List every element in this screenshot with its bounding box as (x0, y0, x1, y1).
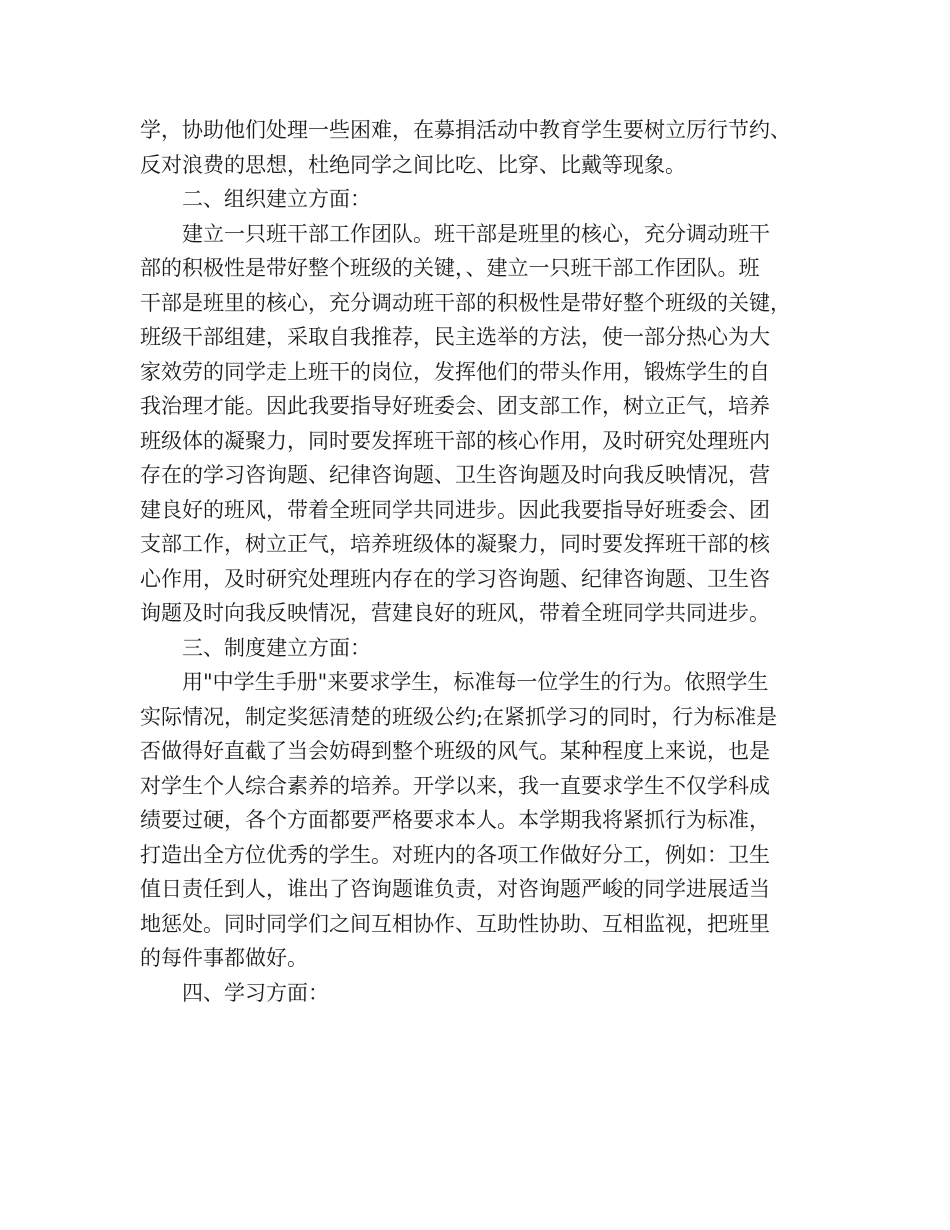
continuation-paragraph (140, 113, 830, 182)
text-line: 存在的学习咨询题、纪律咨询题、卫生咨询题及时向我反映情况，营 (140, 463, 770, 487)
text-line: 值日责任到人，谁出了咨询题谁负责，对咨询题严峻的同学进展适当 (140, 877, 770, 901)
text-line: 干部是班里的核心，充分调动班干部的积极性是带好整个班级的关键， (140, 290, 791, 315)
text-line: 支部工作，树立正气，培养班级体的凝聚力，同时要发挥班干部的核 (140, 532, 770, 556)
rules-paragraph (140, 665, 830, 976)
text-line: 地惩处。同时同学们之间互相协作、互助性协助、互相监视，把班里 (140, 911, 770, 936)
text-line: 学，协助他们处理一些困难，在募捐活动中教育学生要树立厉行节约、 (140, 118, 791, 142)
text-line: 建立一只班干部工作团队。班干部是班里的核心，充分调动班干 (182, 221, 770, 246)
section-heading-rules (140, 631, 830, 666)
text-line: 的每件事都做好。 (140, 946, 308, 970)
text-line: 心作用，及时研究处理班内存在的学习咨询题、纪律咨询题、卫生咨 (140, 566, 770, 591)
text-line: 用"中学生手册"来要求学生，标准每一位学生的行为。依照学生 (182, 670, 769, 694)
text-line: 部的积极性是带好整个班级的关键，、建立一只班干部工作团队。班 (140, 256, 760, 280)
text-line: 打造出全方位优秀的学生。对班内的各项工作做好分工，例如：卫生 (140, 842, 770, 867)
section-heading-organization (140, 182, 830, 217)
heading-text: 三、制度建立方面： (182, 635, 371, 660)
text-line: 对学生个人综合素养的培养。开学以来，我一直要求学生不仅学科成 (140, 773, 770, 798)
heading-text: 二、组织建立方面： (182, 187, 371, 211)
text-line: 班级干部组建，采取自我推荐，民主选举的方法，使一部分热心为大 (140, 325, 770, 349)
text-line: 建良好的班风，带着全班同学共同进步。因此我要指导好班委会、团 (140, 497, 770, 522)
heading-text: 四、学习方面： (182, 980, 329, 1005)
section-heading-study (140, 976, 830, 1011)
document-body (140, 113, 830, 1010)
text-line: 否做得好直截了当会妨碍到整个班级的风气。某种程度上来说，也是 (140, 739, 770, 763)
text-line: 家效劳的同学走上班干的岗位，发挥他们的带头作用，锻炼学生的自 (140, 359, 770, 384)
text-line: 询题及时向我反映情况，营建良好的班风，带着全班同学共同进步。 (140, 601, 770, 625)
organization-paragraph (140, 217, 830, 631)
text-line: 绩要过硬，各个方面都要严格要求本人。本学期我将紧抓行为标准， (140, 808, 770, 832)
text-line: 实际情况，制定奖惩清楚的班级公约;在紧抓学习的同时，行为标准是 (140, 704, 778, 729)
text-line: 反对浪费的思想，杜绝同学之间比吃、比穿、比戴等现象。 (140, 152, 686, 177)
text-line: 我治理才能。因此我要指导好班委会、团支部工作，树立正气，培养 (140, 394, 770, 418)
text-line: 班级体的凝聚力，同时要发挥班干部的核心作用，及时研究处理班内 (140, 428, 770, 453)
